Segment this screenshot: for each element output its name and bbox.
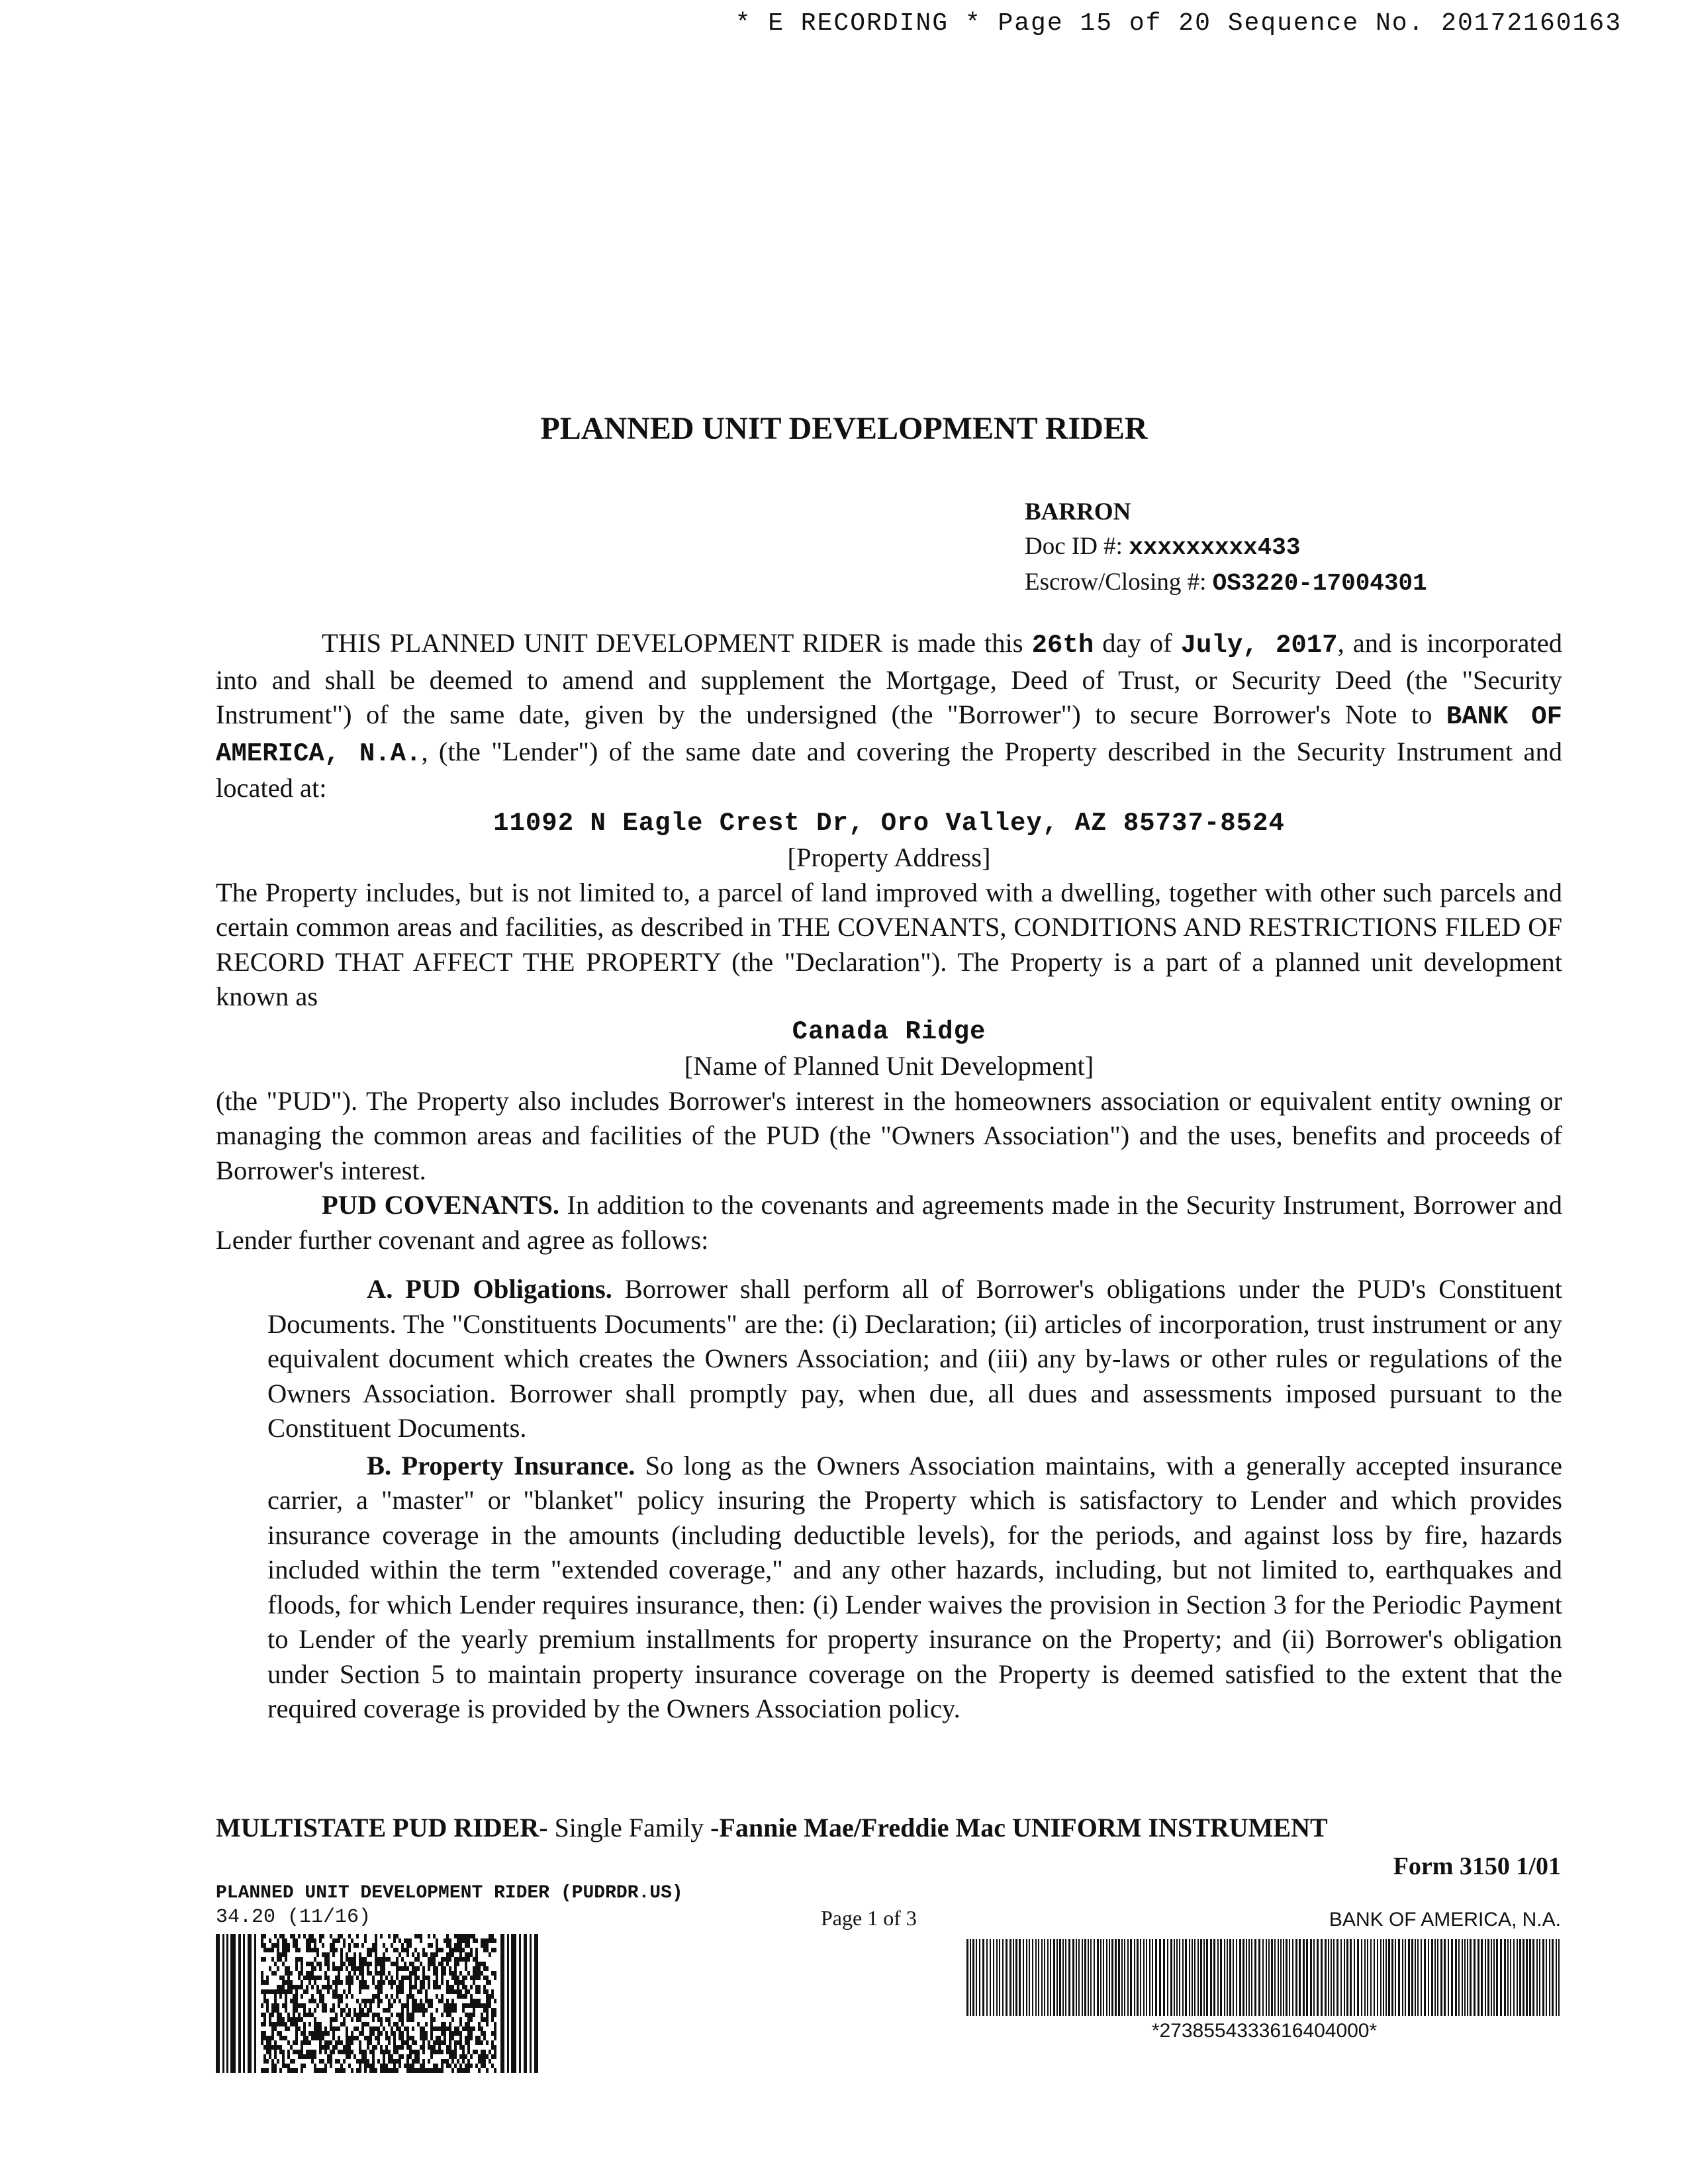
section-a-heading: A. PUD Obligations. (367, 1274, 612, 1304)
instrument-label: -Fannie Mae/Freddie Mac UNIFORM INSTRUMENT (710, 1813, 1328, 1843)
borrower-name: BARRON (1025, 498, 1131, 525)
doc-id-label: Doc ID #: (1025, 533, 1123, 560)
section-a (267, 1272, 1562, 1446)
barcode-number: *2738554333616404000* (1151, 2020, 1378, 2042)
rider-body (216, 626, 1562, 1727)
document-title: PLANNED UNIT DEVELOPMENT RIDER (540, 411, 1148, 446)
rider-label: MULTISTATE PUD RIDER- (216, 1813, 548, 1843)
section-b (267, 1449, 1562, 1727)
form-number: Form 3150 1/01 (1393, 1852, 1561, 1880)
property-address-label: [Property Address] (787, 842, 991, 872)
page-number: Page 1 of 3 (821, 1906, 917, 1930)
single-family-label: Single Family (547, 1813, 711, 1843)
intro-paragraph (216, 626, 1562, 806)
rider-date: July, 2017 (1180, 631, 1338, 660)
intro-text-3: , and is incorporated into and shall be deemed to amend and supplement the Mortgage, Deed of Trust, or Security Deed (the "Security Instrument") of the same date, given by the undersigned (the "Borrower") to secure Borrower's Note to (216, 628, 1562, 729)
lender-name: BANK OF AMERICA, N.A. (216, 702, 1563, 768)
doc-version: 34.20 (11/16) (216, 1906, 371, 1929)
escrow-value: OS3220-17004301 (1212, 570, 1427, 597)
section-a-text: Borrower shall perform all of Borrower's obligations under the PUD's Constituent Documents. The "Constituents Documents" are the: (i) Declaration; (ii) articles of incorporation, trust instrument or any equivalent document which creates the Owners Association; and (iii) any by-laws or other rules or regulations of the Owners Association. Borrower shall promptly pay, when due, all dues and assessments imposed pursuant to the Constituent Documents. (267, 1274, 1562, 1443)
escrow-line (1025, 565, 1427, 601)
footer-lender-name: BANK OF AMERICA, N.A. (1329, 1909, 1561, 1931)
pud-name: Canada Ridge (792, 1017, 986, 1046)
linear-barcode (966, 1939, 1562, 2016)
declaration-paragraph: The Property includes, but is not limited to, a parcel of land improved with a dwelling, together with other such parcels and certain common areas and facilities, as described in THE COVENANTS, CONDITIONS AND RESTRICTIONS FILED OF RECORD THAT AFFECT THE PROPERTY (the "Declaration"). The Property is a part of a planned unit development known as (216, 877, 1562, 1011)
section-b-text: So long as the Owners Association maintains, with a generally accepted insurance carrier, a "master" or "blanket" policy insuring the Property which is satisfactory to Lender and which provides insurance coverage in the amounts (including deductible levels), for the periods, and against loss by fire, hazards included within the term "extended coverage," and any other hazards, including, but not limited to, earthquakes and floods, for which Lender requires insurance, then: (i) Lender waives the provision in Section 3 for the Periodic Payment to Lender of the yearly premium installments for property insurance on the Property; and (ii) Borrower's obligation under Section 5 to maintain property insurance coverage on the Property is deemed satisfied to the extent that the required coverage is provided by the Owners Association policy. (267, 1450, 1562, 1723)
covenants-paragraph (216, 1188, 1562, 1257)
escrow-label: Escrow/Closing #: (1025, 569, 1207, 596)
doc-id-line (1025, 529, 1427, 565)
covenants-text: In addition to the covenants and agreements made in the Security Instrument, Borrower and Lender further covenant and agree as follows: (216, 1190, 1562, 1255)
recording-header: * E RECORDING * Page 15 of 20 Sequence No. 20172160163 (735, 9, 1622, 38)
covenants-heading: PUD COVENANTS. (322, 1190, 560, 1220)
section-b-heading: B. Property Insurance. (367, 1450, 635, 1480)
id-block (1025, 495, 1427, 601)
property-address: 11092 N Eagle Crest Dr, Oro Valley, AZ 85737-8524 (493, 808, 1285, 838)
intro-text-2: day of (1094, 628, 1181, 658)
pud-name-label: [Name of Planned Unit Development] (684, 1051, 1094, 1081)
pud-paragraph: (the "PUD"). The Property also includes Borrower's interest in the homeowners association or equivalent entity owning or managing the common areas and facilities of the PUD (the "Owners Association") and the uses, benefits and proceeds of Borrower's interest. (216, 1085, 1562, 1185)
doc-id-value: xxxxxxxxx433 (1129, 534, 1301, 561)
rider-day: 26th (1031, 631, 1094, 660)
form-footer-title (216, 1812, 1328, 1843)
pdf417-barcode (216, 1934, 540, 2073)
intro-text-4: , (the "Lender") of the same date and covering the Property described in the Security Instrument and located at: (216, 736, 1563, 803)
intro-text-1: THIS PLANNED UNIT DEVELOPMENT RIDER is made this (322, 628, 1032, 658)
doc-name: PLANNED UNIT DEVELOPMENT RIDER (PUDRDR.US) (216, 1883, 683, 1903)
